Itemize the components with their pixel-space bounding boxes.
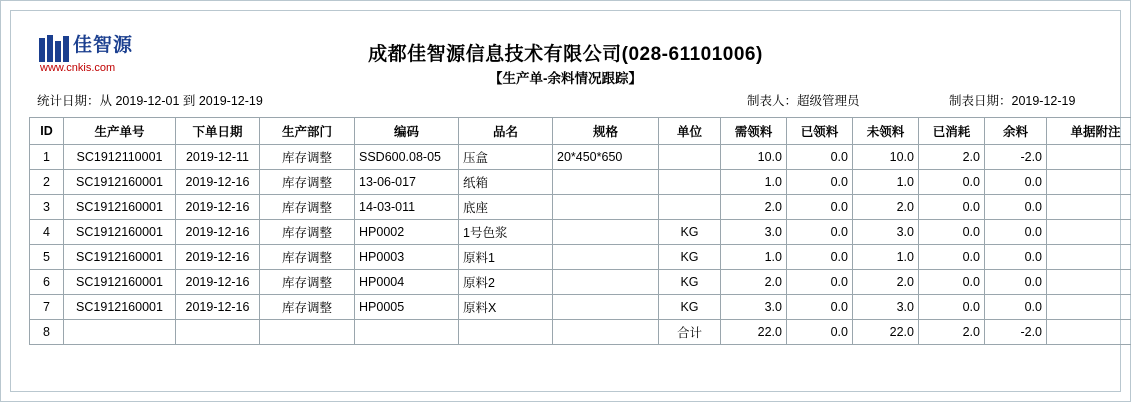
cell-left: -2.0 [985,145,1047,170]
report-meta [29,89,1102,113]
cell-name [459,320,553,345]
cell-id: 5 [30,245,64,270]
cell-unit: KG [659,245,721,270]
cell-left: 0.0 [985,245,1047,270]
maker-label: 制表人：超级管理员 [747,94,860,108]
col-order-date: 下单日期 [176,118,260,145]
table-row[interactable] [30,220,1131,245]
cell-need: 1.0 [721,245,787,270]
logo-company-name: 佳智源 [73,35,134,56]
cell-unpicked: 10.0 [853,145,919,170]
cell-order-date [176,320,260,345]
cell-order-date: 2019-12-16 [176,270,260,295]
table-row[interactable] [30,245,1131,270]
report-table-wrap [29,117,1121,345]
cell-picked: 0.0 [787,170,853,195]
cell-left: 0.0 [985,195,1047,220]
make-date-label: 制表日期：2019-12-19 [949,94,1076,108]
col-id: ID [30,118,64,145]
cell-spec: 20*450*650 [553,145,659,170]
cell-dept: 库存调整 [260,195,355,220]
cell-name: 底座 [459,195,553,220]
col-unpicked: 未领料 [853,118,919,145]
col-left: 余料 [985,118,1047,145]
cell-unit: KG [659,270,721,295]
table-row[interactable] [30,295,1131,320]
cell-need: 3.0 [721,220,787,245]
logo-website: www.cnkis.com [40,62,116,74]
page-title: 成都佳智源信息技术有限公司(028-61101006) [368,44,763,65]
cell-code: HP0004 [355,270,459,295]
table-row[interactable] [30,320,1131,345]
report-frame [10,10,1121,392]
cell-need: 22.0 [721,320,787,345]
cell-id: 1 [30,145,64,170]
cell-left: -2.0 [985,320,1047,345]
col-picked: 已领料 [787,118,853,145]
cell-picked: 0.0 [787,145,853,170]
cell-need: 2.0 [721,195,787,220]
cell-spec [553,170,659,195]
cell-order-no: SC1912160001 [64,170,176,195]
cell-code: 14-03-011 [355,195,459,220]
cell-name: 压盒 [459,145,553,170]
cell-used: 0.0 [919,270,985,295]
cell-name: 原料X [459,295,553,320]
cell-name: 1号色浆 [459,220,553,245]
col-order-no: 生产单号 [64,118,176,145]
report-table [29,117,1131,345]
cell-used: 0.0 [919,170,985,195]
col-code: 编码 [355,118,459,145]
cell-dept: 库存调整 [260,170,355,195]
cell-left: 0.0 [985,170,1047,195]
cell-unpicked: 2.0 [853,195,919,220]
col-dept: 生产部门 [260,118,355,145]
table-row[interactable] [30,195,1131,220]
cell-dept: 库存调整 [260,245,355,270]
col-name: 品名 [459,118,553,145]
cell-unpicked: 3.0 [853,295,919,320]
cell-spec [553,270,659,295]
cell-note [1047,145,1131,170]
cell-spec [553,295,659,320]
cell-note [1047,170,1131,195]
cell-order-no: SC1912160001 [64,195,176,220]
table-row[interactable] [30,270,1131,295]
cell-code: HP0005 [355,295,459,320]
cell-picked: 0.0 [787,245,853,270]
table-row[interactable] [30,145,1131,170]
cell-id: 8 [30,320,64,345]
cell-unit: 合计 [659,320,721,345]
cell-used: 0.0 [919,295,985,320]
col-need: 需领料 [721,118,787,145]
cell-spec [553,220,659,245]
cell-order-no: SC1912160001 [64,295,176,320]
cell-dept: 库存调整 [260,270,355,295]
cell-order-no: SC1912160001 [64,245,176,270]
cell-spec [553,320,659,345]
cell-code: HP0003 [355,245,459,270]
cell-order-date: 2019-12-11 [176,145,260,170]
cell-picked: 0.0 [787,320,853,345]
cell-order-date: 2019-12-16 [176,245,260,270]
cell-note [1047,295,1131,320]
cell-unpicked: 1.0 [853,170,919,195]
cell-order-date: 2019-12-16 [176,295,260,320]
cell-code [355,320,459,345]
cell-id: 3 [30,195,64,220]
cell-spec [553,195,659,220]
cell-dept [260,320,355,345]
cell-order-no: SC1912160001 [64,270,176,295]
cell-order-date: 2019-12-16 [176,220,260,245]
report-header [11,11,1120,89]
cell-picked: 0.0 [787,295,853,320]
cell-unpicked: 3.0 [853,220,919,245]
cell-need: 3.0 [721,295,787,320]
cell-spec [553,245,659,270]
cell-note [1047,245,1131,270]
cell-dept: 库存调整 [260,220,355,245]
table-header-row [30,118,1131,145]
cell-need: 2.0 [721,270,787,295]
cell-unit: KG [659,220,721,245]
cell-id: 6 [30,270,64,295]
col-unit: 单位 [659,118,721,145]
cell-used: 0.0 [919,220,985,245]
cell-note [1047,220,1131,245]
col-note: 单据附注 [1047,118,1131,145]
cell-id: 2 [30,170,64,195]
col-used: 已消耗 [919,118,985,145]
cell-unit [659,145,721,170]
cell-picked: 0.0 [787,195,853,220]
col-spec: 规格 [553,118,659,145]
cell-unit: KG [659,295,721,320]
cell-order-no: SC1912160001 [64,220,176,245]
table-body [30,145,1131,345]
cell-dept: 库存调整 [260,145,355,170]
cell-dept: 库存调整 [260,295,355,320]
cell-id: 7 [30,295,64,320]
cell-need: 10.0 [721,145,787,170]
cell-name: 原料1 [459,245,553,270]
cell-left: 0.0 [985,270,1047,295]
cell-used: 0.0 [919,245,985,270]
cell-picked: 0.0 [787,270,853,295]
cell-used: 2.0 [919,320,985,345]
cell-order-date: 2019-12-16 [176,195,260,220]
cell-used: 2.0 [919,145,985,170]
cell-order-no [64,320,176,345]
page-subtitle: 【生产单-余料情况跟踪】 [489,71,642,86]
cell-name: 原料2 [459,270,553,295]
stat-date-label: 统计日期：从 2019-12-01 到 2019-12-19 [37,94,263,108]
cell-unpicked: 2.0 [853,270,919,295]
cell-unpicked: 1.0 [853,245,919,270]
table-row[interactable] [30,170,1131,195]
cell-unit [659,195,721,220]
cell-unit [659,170,721,195]
cell-name: 纸箱 [459,170,553,195]
cell-code: HP0002 [355,220,459,245]
cell-left: 0.0 [985,295,1047,320]
cell-order-no: SC1912110001 [64,145,176,170]
cell-left: 0.0 [985,220,1047,245]
cell-id: 4 [30,220,64,245]
cell-note [1047,195,1131,220]
cell-used: 0.0 [919,195,985,220]
cell-code: 13-06-017 [355,170,459,195]
cell-order-date: 2019-12-16 [176,170,260,195]
cell-note [1047,270,1131,295]
cell-unpicked: 22.0 [853,320,919,345]
cell-need: 1.0 [721,170,787,195]
cell-code: SSD600.08-05 [355,145,459,170]
cell-picked: 0.0 [787,220,853,245]
cell-note [1047,320,1131,345]
